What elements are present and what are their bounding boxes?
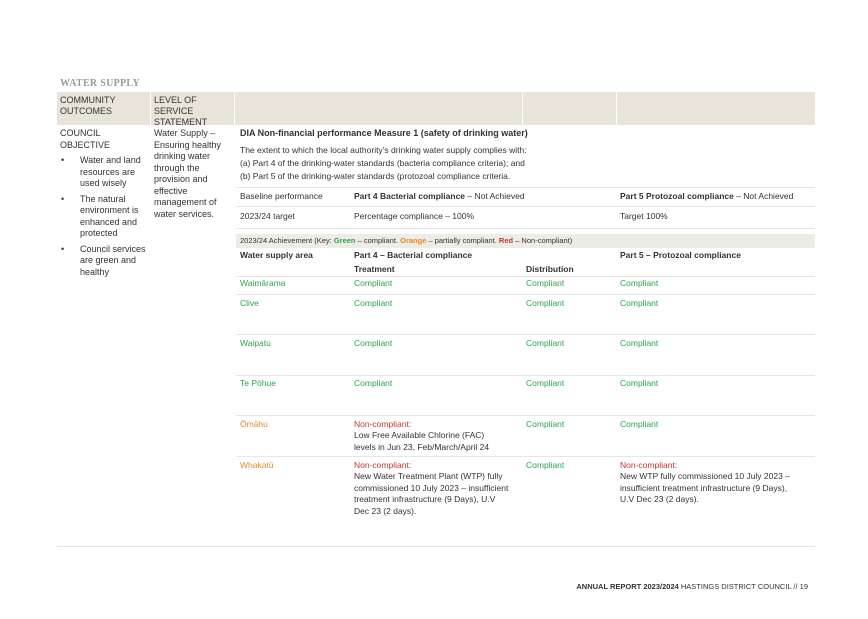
header-level-of-service: LEVEL OF SERVICE STATEMENT [154, 95, 208, 127]
col-treatment: Treatment [354, 264, 395, 274]
target-part5: Target 100% [620, 211, 668, 221]
bullet-icon: • [61, 244, 65, 255]
protozoal-status: Compliant [620, 419, 659, 429]
area-name: Te Pōhue [240, 378, 276, 388]
treatment-status: Compliant [354, 278, 393, 288]
row-divider [236, 334, 815, 335]
treatment-note: Dec 23 (2 days). [354, 505, 417, 516]
distribution-status: Compliant [526, 419, 565, 429]
treatment-note: commissioned 10 July 2023 – insufficient [354, 482, 509, 493]
objective-item [60, 155, 146, 189]
row-divider [236, 375, 815, 376]
bullet-icon: • [61, 194, 65, 205]
measure-desc-line: (a) Part 4 of the drinking-water standards (bacteria compliance criteria); and [240, 158, 525, 169]
protozoal-note: New WTP fully commissioned 10 July 2023 – [620, 471, 790, 482]
target-part4: Percentage compliance – 100% [354, 211, 475, 221]
area-name: Ōmāhu [240, 419, 268, 429]
area-name: Waimārama [240, 278, 286, 288]
table-bottom-rule [57, 546, 815, 547]
row-divider [236, 206, 815, 207]
measure-title: DIA Non-financial performance Measure 1 (safety of drinking water) [240, 128, 528, 138]
row-divider [236, 456, 815, 457]
objective-text: Water and land resources are used wisely [80, 155, 141, 188]
measure-desc-line: The extent to which the local authority’s drinking water supply complies with: [240, 145, 527, 155]
header-community-outcomes: COMMUNITY OUTCOMES [60, 95, 116, 116]
council-objective [60, 128, 146, 283]
col-distribution: Distribution [526, 264, 574, 274]
header-divider [150, 92, 151, 125]
treatment-status: Compliant [354, 298, 393, 308]
distribution-status: Compliant [526, 298, 565, 308]
measure-desc-line: (b) Part 5 of the drinking-water standards (protozoal compliance criteria. [240, 171, 511, 182]
measure-description [240, 144, 527, 184]
level-of-service-statement: Water Supply – Ensuring healthy drinking water through the provision and effective management of water services. [154, 128, 222, 219]
objective-text: The natural environment is enhanced and protected [80, 194, 139, 238]
protozoal-status: Compliant [620, 278, 659, 288]
protozoal-status: Compliant [620, 298, 659, 308]
section-title: WATER SUPPLY [60, 78, 141, 89]
objective-text: Council services are green and healthy [80, 244, 146, 277]
treatment-status: Compliant [354, 378, 393, 388]
baseline-label: Baseline performance [240, 191, 323, 201]
row-divider [236, 187, 815, 188]
protozoal-status: Compliant [620, 338, 659, 348]
col-part5: Part 5 – Protozoal compliance [620, 250, 741, 260]
treatment-note: New Water Treatment Plant (WTP) fully [354, 471, 503, 482]
objective-list [60, 155, 146, 278]
row-divider [236, 294, 815, 295]
header-divider [616, 92, 617, 125]
protozoal-status: Non-compliant: [620, 460, 678, 470]
treatment-status: Non-compliant: [354, 460, 412, 470]
treatment-note: levels in Jun 23, Feb/March/April 24 [354, 441, 490, 452]
col-water-supply-area: Water supply area [240, 250, 313, 260]
row-divider [236, 228, 815, 229]
row-divider [236, 415, 815, 416]
protozoal-note: insufficient treatment infrastructure (9 Days), [620, 482, 788, 493]
area-name: Waipatu [240, 338, 271, 348]
protozoal-note: U.V Dec 23 (2 days). [620, 494, 699, 505]
treatment-status: Non-compliant: [354, 419, 412, 429]
protozoal-detail [620, 460, 790, 506]
distribution-status: Compliant [526, 278, 565, 288]
bullet-icon: • [61, 155, 65, 166]
objective-item [60, 194, 146, 239]
achievement-key: 2023/24 Achievement (Key: Green – compliant. Orange – partially compliant. Red – Non-compliant) [240, 236, 573, 245]
header-divider [522, 92, 523, 125]
area-name: Whakatū [240, 460, 274, 470]
distribution-status: Compliant [526, 378, 565, 388]
baseline-part4: Part 4 Bacterial compliance – Not Achieved [354, 191, 525, 201]
protozoal-status: Compliant [620, 378, 659, 388]
distribution-status: Compliant [526, 460, 565, 470]
objective-item [60, 244, 146, 278]
area-name: Clive [240, 298, 259, 308]
treatment-status: Compliant [354, 338, 393, 348]
header-divider [234, 92, 235, 125]
treatment-detail [354, 419, 489, 453]
col-part4: Part 4 – Bacterial compliance [354, 250, 473, 260]
page-footer: ANNUAL REPORT 2023/2024 HASTINGS DISTRICT COUNCIL // 19 [576, 582, 808, 591]
treatment-note: treatment infrastructure (9 Days), U.V [354, 494, 496, 505]
council-objective-title: COUNCIL OBJECTIVE [60, 128, 111, 150]
distribution-status: Compliant [526, 338, 565, 348]
treatment-detail [354, 460, 508, 517]
treatment-note: Low Free Available Chlorine (FAC) [354, 430, 485, 441]
row-divider [236, 276, 815, 277]
baseline-part5: Part 5 Protozoal compliance – Not Achieved [620, 191, 794, 201]
target-label: 2023/24 target [240, 211, 295, 221]
